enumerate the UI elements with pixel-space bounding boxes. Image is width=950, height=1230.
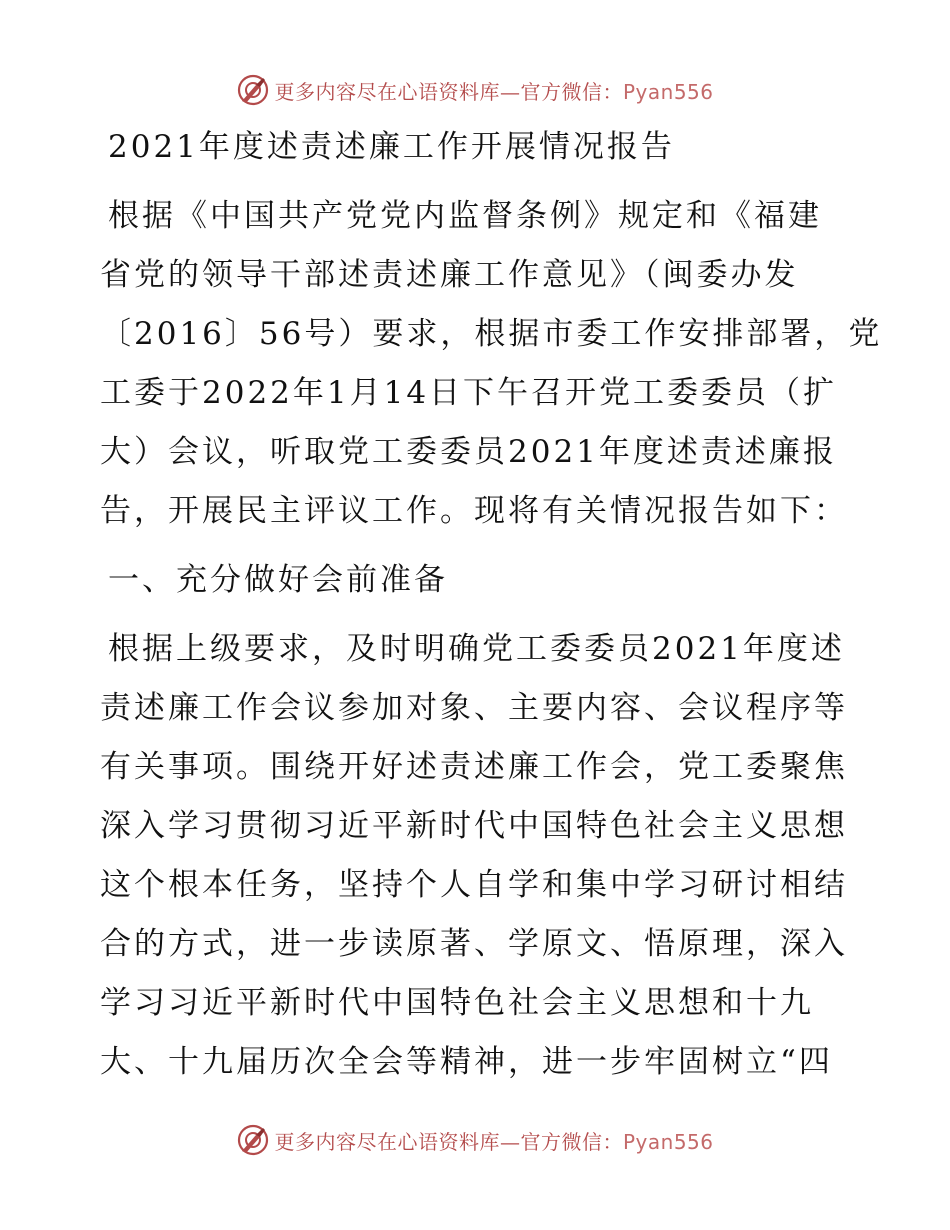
section-line: 这个根本任务，坚持个人自学和集中学习研讨相结	[100, 867, 848, 903]
watermark-footer	[0, 1120, 950, 1160]
intro-line: 大）会议，听取党工委委员2021年度述责述廉报	[100, 434, 837, 470]
section-line: 合的方式，进一步读原著、学原文、悟原理，深入	[100, 926, 848, 962]
section-line: 深入学习贯彻习近平新时代中国特色社会主义思想	[100, 808, 848, 844]
watermark-dash: —	[499, 79, 521, 104]
section-heading: 一、充分做好会前准备	[108, 562, 448, 598]
section-line: 有关事项。围绕开好述责述廉工作会，党工委聚焦	[100, 749, 848, 785]
watermark-wechat-label: 官方微信：	[520, 1129, 623, 1154]
watermark-text	[274, 1126, 713, 1155]
watermark-wechat-id: Pyan556	[622, 1129, 714, 1154]
intro-paragraph	[100, 187, 883, 541]
watermark-wechat-id: Pyan556	[622, 79, 714, 104]
section-line: 学习习近平新时代中国特色社会主义思想和十九	[100, 985, 814, 1021]
intro-line: 〔2016〕56号）要求，根据市委工作安排部署，党	[100, 316, 883, 352]
intro-line: 告，开展民主评议工作。现将有关情况报告如下：	[100, 493, 848, 529]
intro-line: 根据《中国共产党党内监督条例》规定和《福建	[108, 198, 822, 234]
section-line: 责述廉工作会议参加对象、主要内容、会议程序等	[100, 690, 848, 726]
section-line: 根据上级要求，及时明确党工委委员2021年度述	[108, 631, 845, 667]
section-line: 大、十九届历次全会等精神，进一步牢固树立“四	[100, 1044, 833, 1080]
watermark-text	[274, 76, 713, 105]
intro-line: 省党的领导干部述责述廉工作意见》（闽委办发	[100, 257, 799, 293]
watermark-dash: —	[499, 1129, 521, 1154]
watermark-header	[0, 70, 950, 110]
brand-logo-icon	[236, 73, 270, 107]
document-title: 2021年度述责述廉工作开展情况报告	[108, 129, 675, 165]
brand-logo-icon	[236, 1123, 270, 1157]
document-body	[100, 118, 883, 1092]
watermark-wechat-label: 官方微信：	[520, 79, 623, 104]
section-paragraph	[100, 620, 860, 1092]
intro-line: 工委于2022年1月14日下午召开党工委委员（扩	[100, 375, 838, 411]
watermark-site: 更多内容尽在心语资料库	[274, 79, 500, 104]
watermark-site: 更多内容尽在心语资料库	[274, 1129, 500, 1154]
